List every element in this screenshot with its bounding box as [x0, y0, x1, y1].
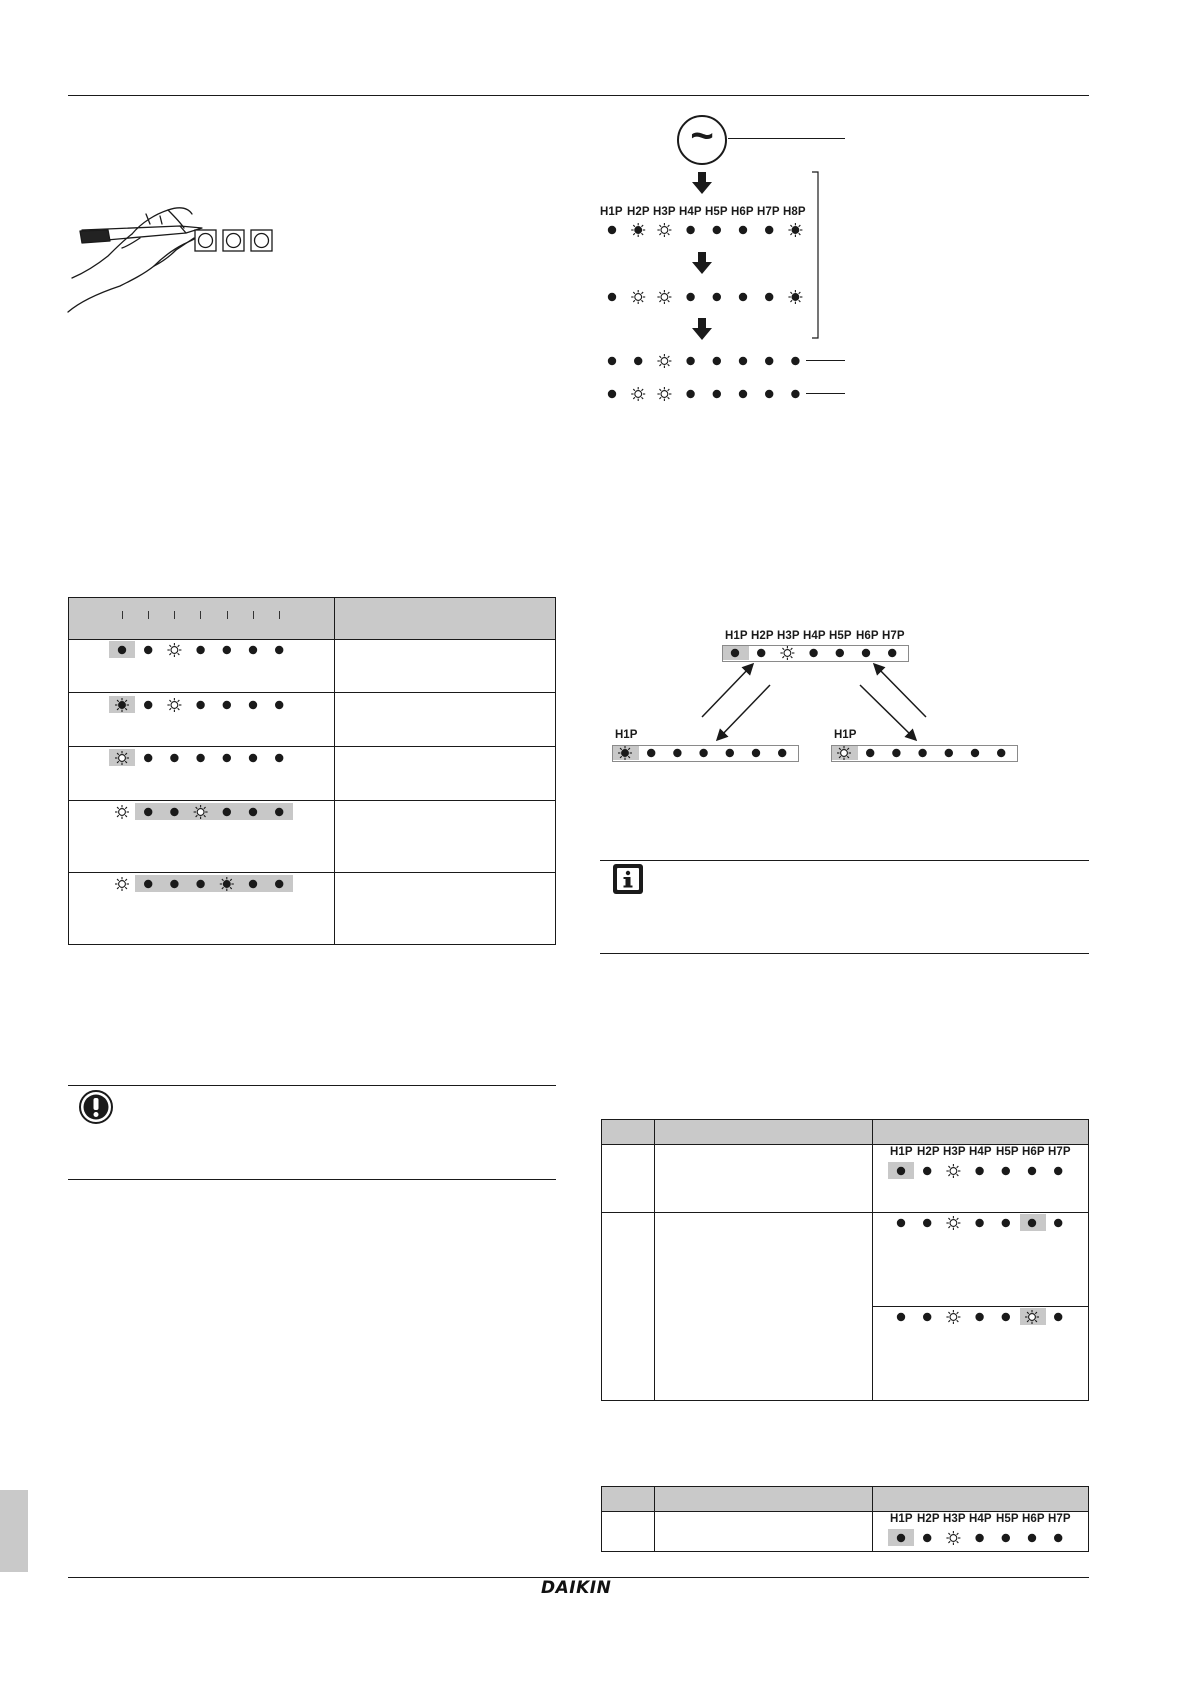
led-label-h3p: H3P: [777, 630, 800, 642]
led-off-dot: [686, 293, 694, 301]
led-on-icon: [837, 746, 851, 760]
led-label-h5p: H5P: [829, 630, 852, 642]
led-off-dot: [144, 808, 152, 816]
led-off-dot: [170, 880, 178, 888]
led-off-dot: [699, 749, 707, 757]
led-label-h8p: H8P: [783, 206, 806, 218]
led-off-dot: [1054, 1167, 1062, 1175]
led-on-icon: [167, 698, 181, 712]
led-on-icon: [631, 387, 645, 401]
led-off-dot: [923, 1167, 931, 1175]
led-label-h3p: H3P: [943, 1513, 966, 1525]
led-off-dot: [1054, 1219, 1062, 1227]
led-off-dot: [1002, 1313, 1010, 1321]
led-label-h1p: H1P: [890, 1146, 913, 1158]
led-off-dot: [778, 749, 786, 757]
led-label-h2p: H2P: [917, 1513, 940, 1525]
led-off-dot: [739, 390, 747, 398]
led-label-h1p: H1P: [600, 206, 623, 218]
led-off-dot: [196, 880, 204, 888]
top-rule: [68, 95, 1089, 96]
led-row: [889, 1307, 1071, 1327]
led-label-h7p: H7P: [1048, 1146, 1071, 1158]
led-row: [889, 1213, 1071, 1233]
led-off-dot: [223, 646, 231, 654]
led-label-h4p: H4P: [969, 1146, 992, 1158]
led-on-icon: [657, 223, 671, 237]
led-on-icon: [946, 1164, 960, 1178]
header-tick: [200, 611, 201, 619]
led-off-dot: [196, 701, 204, 709]
led-off-dot: [608, 226, 616, 234]
led-off-dot: [971, 749, 979, 757]
led-label-h6p: H6P: [731, 206, 754, 218]
led-off-dot: [647, 749, 655, 757]
led-off-dot: [713, 390, 721, 398]
led-off-dot: [923, 1534, 931, 1542]
led-off-dot: [726, 749, 734, 757]
led-off-dot: [892, 749, 900, 757]
led-on-icon: [115, 751, 129, 765]
led-off-dot: [997, 749, 1005, 757]
info-icon: [611, 862, 645, 896]
led-off-dot: [1054, 1313, 1062, 1321]
led-off-dot: [686, 226, 694, 234]
led-label-h3p: H3P: [653, 206, 676, 218]
led-label-h5p: H5P: [996, 1146, 1019, 1158]
led-label-h1p: H1P: [725, 630, 748, 642]
led-off-dot: [713, 226, 721, 234]
led-off-dot: [713, 293, 721, 301]
led-label-h4p: H4P: [679, 206, 702, 218]
led-label-h1p: H1P: [890, 1513, 913, 1525]
led-on-icon: [631, 290, 645, 304]
ac-symbol: ~: [690, 114, 714, 158]
header-tick: [122, 611, 123, 619]
led-off-dot: [144, 754, 152, 762]
led-off-dot: [275, 880, 283, 888]
down-arrow-icon: [692, 252, 712, 274]
led-label-h4p: H4P: [969, 1513, 992, 1525]
led-off-dot: [945, 749, 953, 757]
led-row: [613, 743, 795, 763]
hand-pressing-button-icon: [62, 200, 282, 320]
led-off-dot: [249, 880, 257, 888]
down-arrow-icon: [692, 318, 712, 340]
right-mode-label: H1P: [834, 729, 857, 741]
led-off-dot: [1028, 1219, 1036, 1227]
led-off-dot: [673, 749, 681, 757]
led-row: [600, 351, 812, 371]
led-off-dot: [608, 357, 616, 365]
led-off-dot: [686, 357, 694, 365]
left-mode-label: H1P: [615, 729, 638, 741]
led-on-icon: [946, 1531, 960, 1545]
led-off-dot: [170, 754, 178, 762]
led-off-dot: [765, 390, 773, 398]
led-row: [110, 748, 292, 768]
led-label-h2p: H2P: [627, 206, 650, 218]
led-off-dot: [249, 808, 257, 816]
led-off-dot: [1028, 1167, 1036, 1175]
led-label-h7p: H7P: [757, 206, 780, 218]
led-blinking-icon: [788, 223, 802, 237]
header-tick: [227, 611, 228, 619]
table-header: [68, 597, 555, 639]
led-label-h2p: H2P: [917, 1146, 940, 1158]
led-off-dot: [249, 754, 257, 762]
led-off-dot: [752, 749, 760, 757]
led-row: [889, 1528, 1071, 1548]
row-callout-line: [806, 360, 845, 361]
table-header: [601, 1486, 1088, 1511]
led-on-icon: [657, 387, 671, 401]
led-off-dot: [739, 293, 747, 301]
led-off-dot: [1002, 1167, 1010, 1175]
info-note-bottom-rule: [600, 953, 1089, 954]
led-on-icon: [194, 805, 208, 819]
led-off-dot: [275, 701, 283, 709]
led-label-h6p: H6P: [856, 630, 879, 642]
led-label-h6p: H6P: [1022, 1513, 1045, 1525]
led-off-dot: [196, 646, 204, 654]
led-off-dot: [975, 1167, 983, 1175]
led-off-dot: [765, 357, 773, 365]
led-blinking-icon: [115, 698, 129, 712]
led-off-dot: [897, 1534, 905, 1542]
led-row: [110, 802, 292, 822]
led-on-icon: [115, 805, 129, 819]
led-on-icon: [946, 1310, 960, 1324]
led-row: [110, 874, 292, 894]
mode-cycle-arrows: [690, 655, 940, 745]
led-label-h5p: H5P: [996, 1513, 1019, 1525]
led-on-icon: [167, 643, 181, 657]
table-header: [601, 1119, 1088, 1144]
led-off-dot: [923, 1219, 931, 1227]
led-row: [600, 384, 812, 404]
led-off-dot: [170, 808, 178, 816]
led-off-dot: [918, 749, 926, 757]
header-tick: [253, 611, 254, 619]
led-label-h6p: H6P: [1022, 1146, 1045, 1158]
led-off-dot: [897, 1313, 905, 1321]
led-off-dot: [118, 646, 126, 654]
led-on-icon: [657, 354, 671, 368]
led-blinking-icon: [220, 877, 234, 891]
led-off-dot: [1028, 1534, 1036, 1542]
down-arrow-icon: [692, 172, 712, 194]
led-off-dot: [275, 808, 283, 816]
led-blinking-icon: [618, 746, 632, 760]
led-row: [600, 220, 812, 240]
led-off-dot: [975, 1313, 983, 1321]
led-off-dot: [765, 293, 773, 301]
led-label-h7p: H7P: [1048, 1513, 1071, 1525]
header-tick: [174, 611, 175, 619]
led-off-dot: [897, 1219, 905, 1227]
led-off-dot: [223, 754, 231, 762]
led-off-dot: [223, 808, 231, 816]
led-row: [832, 743, 1014, 763]
led-off-dot: [249, 701, 257, 709]
led-off-dot: [144, 880, 152, 888]
led-row: [600, 287, 812, 307]
ac-callout-line: [728, 138, 845, 139]
led-row: [889, 1161, 1071, 1181]
led-label-h4p: H4P: [803, 630, 826, 642]
led-off-dot: [923, 1313, 931, 1321]
led-label-h2p: H2P: [751, 630, 774, 642]
led-off-dot: [196, 754, 204, 762]
led-label-h3p: H3P: [943, 1146, 966, 1158]
led-off-dot: [975, 1534, 983, 1542]
led-blinking-icon: [631, 223, 645, 237]
row-callout-line: [806, 393, 845, 394]
chapter-side-tab: [0, 1490, 28, 1572]
led-on-icon: [115, 877, 129, 891]
led-off-dot: [249, 646, 257, 654]
led-blinking-icon: [788, 290, 802, 304]
led-off-dot: [739, 226, 747, 234]
led-off-dot: [897, 1167, 905, 1175]
led-on-icon: [946, 1216, 960, 1230]
led-off-dot: [275, 754, 283, 762]
led-row: [110, 640, 292, 660]
daikin-logo: DAIKIN: [541, 1578, 612, 1598]
led-off-dot: [144, 701, 152, 709]
exclamation-icon: [78, 1089, 114, 1125]
led-on-icon: [1025, 1310, 1039, 1324]
sequence-bracket: [808, 170, 822, 340]
led-off-dot: [608, 293, 616, 301]
warning-note-top-rule: [68, 1085, 556, 1086]
header-tick: [279, 611, 280, 619]
led-off-dot: [634, 357, 642, 365]
led-off-dot: [275, 646, 283, 654]
led-row: [110, 695, 292, 715]
led-on-icon: [657, 290, 671, 304]
led-off-dot: [713, 357, 721, 365]
led-off-dot: [1002, 1534, 1010, 1542]
led-off-dot: [144, 646, 152, 654]
led-off-dot: [223, 701, 231, 709]
led-label-h7p: H7P: [882, 630, 905, 642]
led-off-dot: [1002, 1219, 1010, 1227]
led-off-dot: [686, 390, 694, 398]
led-off-dot: [1054, 1534, 1062, 1542]
led-label-h5p: H5P: [705, 206, 728, 218]
header-tick: [148, 611, 149, 619]
led-off-dot: [791, 357, 799, 365]
led-off-dot: [975, 1219, 983, 1227]
info-note-top-rule: [600, 860, 1089, 861]
led-off-dot: [866, 749, 874, 757]
warning-note-bottom-rule: [68, 1179, 556, 1180]
led-off-dot: [608, 390, 616, 398]
led-off-dot: [791, 390, 799, 398]
led-off-dot: [765, 226, 773, 234]
led-off-dot: [739, 357, 747, 365]
